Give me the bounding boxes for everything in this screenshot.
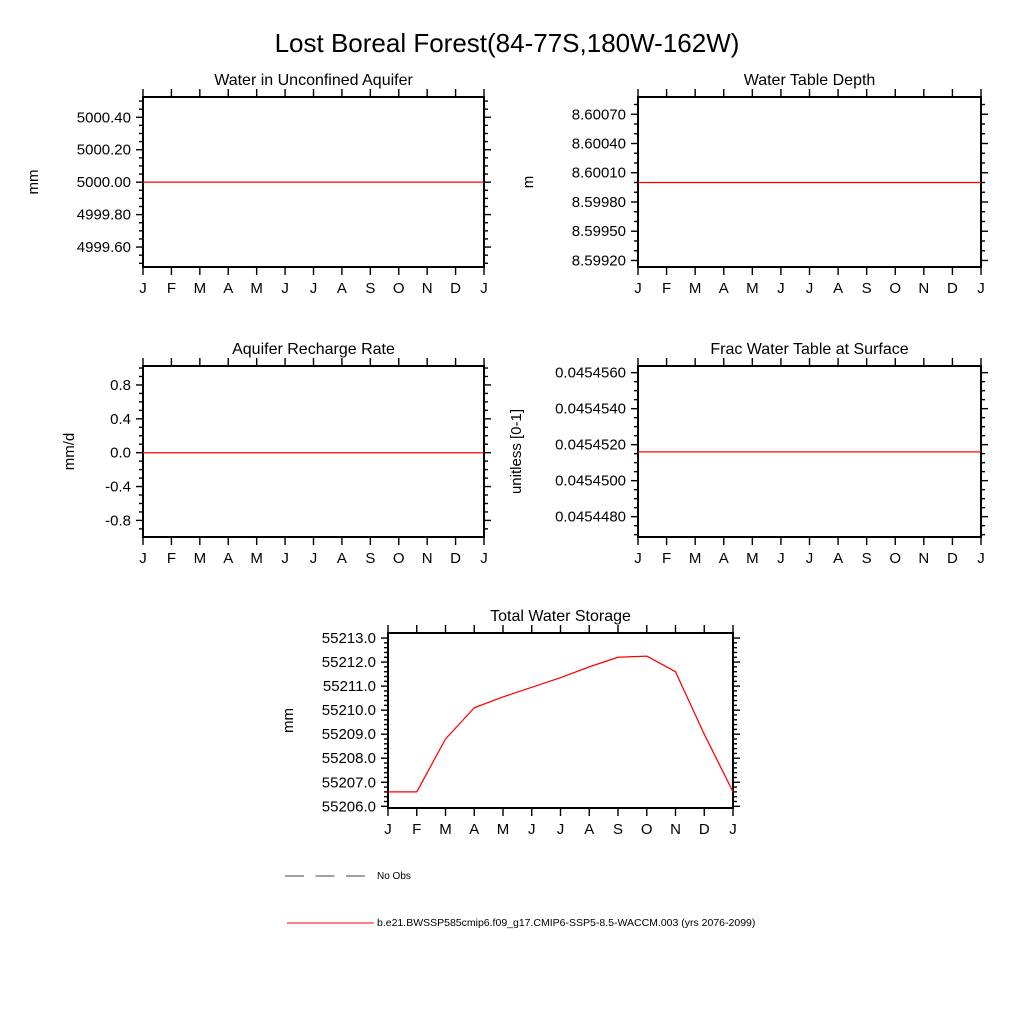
panel-water-in-unconfined-aquifer [25,72,491,297]
panel-title: Water in Unconfined Aquifer [214,72,413,89]
x-tick-label: J [139,280,147,297]
x-tick-label: S [861,550,872,567]
panel-total-water-storage [280,608,740,838]
x-tick-label: O [392,550,405,567]
no-obs-dashed-line-sample [285,869,365,883]
y-tick-label: 8.60010 [571,164,626,182]
x-tick-label: S [365,280,376,297]
x-tick-label: M [439,821,452,838]
x-tick-label: N [918,550,930,567]
x-tick-label: S [861,280,872,297]
x-tick-label: J [480,280,488,297]
x-tick-label: A [223,280,234,297]
figure-title: Lost Boreal Forest(84-77S,180W-162W) [274,28,740,58]
x-tick-label: F [661,550,672,567]
x-tick-label: A [833,550,844,567]
legend-entry-no-obs [285,869,411,883]
y-tick-label: 0.0 [110,444,131,462]
y-axis-label: mm/d [61,432,78,471]
x-tick-label: O [640,821,653,838]
y-axis-label: mm [280,708,297,733]
x-tick-label: A [718,550,729,567]
y-tick-label: 0.4 [110,410,131,428]
x-tick-label: J [384,821,392,838]
y-tick-label: -0.8 [105,512,131,530]
x-tick-label: J [777,280,785,297]
x-tick-label: J [977,280,985,297]
legend-no-obs-label: No Obs [377,870,411,882]
x-tick-label: D [946,280,958,297]
x-tick-label: S [365,550,376,567]
y-tick-label: 55206.0 [321,798,376,816]
y-tick-label: 55209.0 [321,726,376,744]
x-tick-label: A [336,280,347,297]
x-tick-label: D [450,550,462,567]
x-tick-label: F [412,821,422,838]
y-tick-label: 55211.0 [322,678,376,696]
x-tick-label: J [309,280,318,297]
x-tick-label: A [336,550,347,567]
panel-title: Aquifer Recharge Rate [232,341,395,358]
x-tick-label: O [889,280,902,297]
y-tick-labels [77,109,131,256]
y-axis-label: m [520,175,537,189]
x-tick-label: M [193,280,207,297]
month-labels [634,550,985,567]
x-tick-label: A [833,280,844,297]
x-tick-label: J [556,821,565,838]
x-tick-label: J [309,550,318,567]
x-tick-label: J [634,550,642,567]
x-tick-label: D [698,821,710,838]
x-tick-label: A [584,821,595,838]
y-tick-label: 4999.60 [76,239,131,257]
y-tick-label: 0.0454520 [555,436,626,454]
y-tick-label: -0.4 [105,478,131,496]
y-tick-label: 0.0454500 [555,472,626,490]
x-tick-label: A [718,280,729,297]
y-tick-label: 55208.0 [321,750,376,768]
x-tick-label: M [746,280,759,297]
legend-case-label: b.e21.BWSSP585cmip6.f09_g17.CMIP6-SSP5-8.5-WACCM.003 (yrs 2076-2099) [377,917,756,929]
y-tick-label: 8.59980 [571,193,626,211]
x-tick-label: J [528,821,536,838]
panel-title: Water Table Depth [743,72,876,89]
month-labels [634,280,985,297]
plot-box [143,366,484,537]
x-tick-label: N [918,280,930,297]
month-labels [139,280,488,297]
y-tick-labels [105,377,131,529]
x-tick-label: M [250,280,263,297]
y-tick-label: 8.59950 [571,223,626,241]
series-line [388,656,733,792]
x-tick-label: N [421,550,433,567]
x-tick-label: J [729,821,737,838]
legend-entry-case [287,916,755,930]
y-tick-label: 8.60040 [571,135,626,153]
y-tick-label: 55212.0 [321,654,376,672]
x-tick-label: J [977,550,985,567]
panel-aquifer-recharge-rate [61,341,491,567]
y-tick-label: 0.0454540 [555,400,626,418]
y-tick-label: 4999.80 [76,206,131,224]
y-tick-label: 5000.20 [76,141,131,159]
x-tick-label: O [392,280,405,297]
x-tick-label: M [496,821,510,838]
x-tick-label: J [805,550,814,567]
plot-box [388,633,733,808]
x-tick-label: F [166,280,177,297]
x-tick-label: N [670,821,681,838]
y-tick-label: 0.0454480 [555,508,626,526]
y-tick-label: 5000.40 [76,109,131,127]
x-tick-label: A [223,550,234,567]
y-tick-label: 0.0454560 [555,364,626,382]
x-tick-label: J [805,280,814,297]
x-tick-label: F [661,280,672,297]
y-tick-label: 8.60070 [571,106,626,124]
x-tick-label: N [421,280,433,297]
x-tick-label: M [193,550,207,567]
y-tick-label: 5000.00 [76,174,131,192]
x-tick-label: J [281,280,289,297]
x-tick-label: J [281,550,289,567]
x-tick-label: J [480,550,488,567]
x-tick-label: O [889,550,902,567]
panel-title: Frac Water Table at Surface [710,341,909,358]
x-tick-label: J [139,550,147,567]
axis-ticks [381,625,740,816]
y-tick-label: 55213.0 [321,630,376,648]
month-labels [139,550,488,567]
y-tick-labels [322,630,376,815]
x-tick-label: J [777,550,785,567]
x-tick-label: S [612,821,624,838]
y-axis-label: unitless [0-1] [508,408,525,495]
panel-frac-water-table-at-surface [508,341,988,567]
axis-ticks [136,358,491,545]
y-tick-labels [572,106,626,269]
panel-water-table-depth [520,72,988,297]
panel-title: Total Water Storage [490,608,631,625]
y-tick-label: 55207.0 [321,774,376,792]
x-tick-label: M [688,280,702,297]
x-tick-label: A [469,821,480,838]
x-tick-label: M [250,550,263,567]
y-tick-label: 55210.0 [321,702,376,720]
case-line-sample [287,916,374,930]
y-tick-label: 0.8 [110,376,131,394]
x-tick-label: D [450,280,462,297]
x-tick-label: J [634,280,642,297]
x-tick-label: F [166,550,177,567]
x-tick-label: M [746,550,759,567]
x-tick-label: D [946,550,958,567]
y-tick-label: 8.59920 [571,252,626,270]
y-axis-label: mm [25,169,42,195]
month-labels [384,821,737,838]
x-tick-label: M [688,550,702,567]
y-tick-labels [555,365,626,526]
